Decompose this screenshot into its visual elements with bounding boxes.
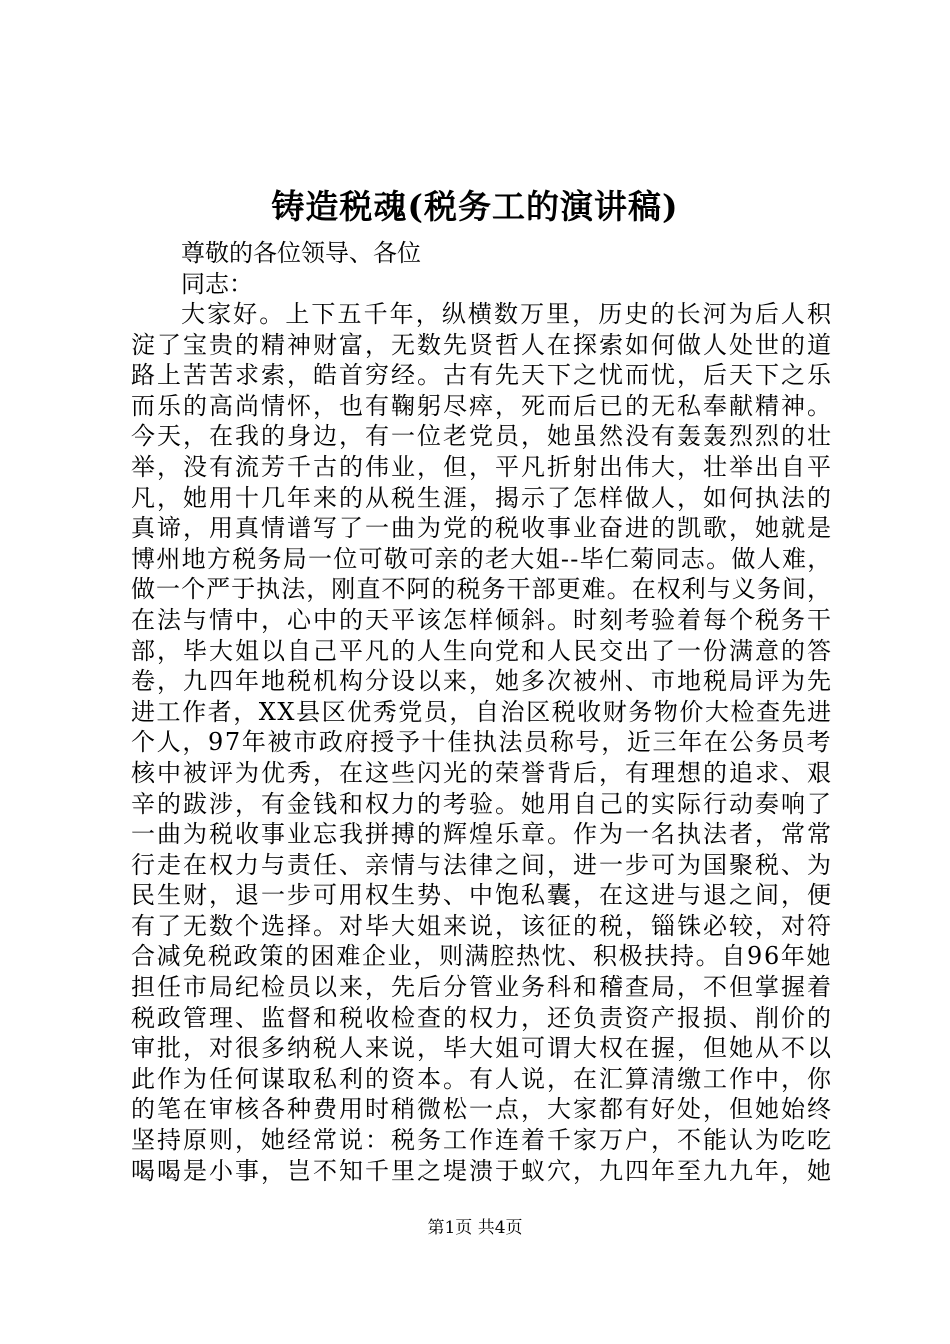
document-title: 铸造税魂(税务工的演讲稿) — [271, 187, 679, 226]
body-text — [131, 299, 834, 1186]
body-line: 辛的跋涉，有金钱和权力的考验。她用自己的实际行动奏响了 — [131, 789, 833, 818]
body-line: 民生财，退一步可用权生势、中饱私囊，在这进与退之间，便 — [131, 881, 833, 910]
body-line: 淀了宝贵的精神财富，无数先贤哲人在探索如何做人处世的道 — [131, 330, 833, 359]
salutation-line-2: 同志： — [181, 270, 253, 298]
body-line: 大家好。上下五千年，纵横数万里，历史的长河为后人积 — [181, 300, 834, 328]
body-line: 坚持原则，她经常说：税务工作连着千家万户，不能认为吃吃 — [131, 1126, 833, 1155]
body-line: 核中被评为优秀，在这些闪光的荣誉背后，有理想的追求、艰 — [131, 758, 833, 787]
body-line: 进工作者，XX县区优秀党员，自治区税收财务物价大检查先进 — [131, 697, 833, 726]
body-line: 部，毕大姐以自己平凡的人生向党和人民交出了一份满意的答 — [131, 636, 833, 665]
body-line: 税政管理、监督和税收检查的权力，还负责资产报损、削价的 — [131, 1003, 833, 1032]
body-line: 凡，她用十几年来的从税生涯，揭示了怎样做人，如何执法的 — [131, 483, 833, 512]
body-line: 喝喝是小事，岂不知千里之堤溃于蚁穴，九四年至九九年，她 — [131, 1156, 833, 1185]
body-line: 卷，九四年地税机构分设以来，她多次被州、市地税局评为先 — [131, 667, 833, 696]
body-line: 审批，对很多纳税人来说，毕大姐可谓大权在握，但她从不以 — [131, 1034, 833, 1063]
body-line: 担任市局纪检员以来，先后分管业务科和稽查局，不但掌握着 — [131, 973, 833, 1002]
body-line: 而乐的高尚情怀，也有鞠躬尽瘁，死而后已的无私奉献精神。 — [131, 391, 833, 420]
body-line: 真谛，用真情谱写了一曲为党的税收事业奋进的凯歌，她就是 — [131, 514, 833, 543]
body-line: 博州地方税务局一位可敬可亲的老大姐--毕仁菊同志。做人难， — [131, 544, 833, 573]
salutation-line-1: 尊敬的各位领导、各位 — [181, 239, 421, 267]
body-line: 举，没有流芳千古的伟业，但，平凡折射出伟大，壮举出自平 — [131, 452, 833, 481]
body-line: 行走在权力与责任、亲情与法律之间，进一步可为国聚税、为 — [131, 850, 833, 879]
body-line: 的笔在审核各种费用时稍微松一点，大家都有好处，但她始终 — [131, 1095, 833, 1124]
body-line: 个人，97年被市政府授予十佳执法员称号，近三年在公务员考 — [131, 728, 833, 757]
body-line: 今天，在我的身边，有一位老党员，她虽然没有轰轰烈烈的壮 — [131, 422, 833, 451]
body-line: 路上苦苦求索，皓首穷经。古有先天下之忧而忧，后天下之乐 — [131, 361, 833, 390]
body-line: 一曲为税收事业忘我拼搏的辉煌乐章。作为一名执法者，常常 — [131, 820, 833, 849]
page-footer: 第1页 共4页 — [427, 1218, 523, 1238]
body-line: 此作为任何谋取私利的资本。有人说，在汇算清缴工作中，你 — [131, 1064, 833, 1093]
body-line: 合减免税政策的困难企业，则满腔热忱、积极扶持。自96年她 — [131, 942, 833, 971]
body-line: 在法与情中，心中的天平该怎样倾斜。时刻考验着每个税务干 — [131, 605, 833, 634]
body-line: 有了无数个选择。对毕大姐来说，该征的税，锱铢必较，对符 — [131, 911, 833, 940]
body-line: 做一个严于执法，刚直不阿的税务干部更难。在权利与义务间， — [131, 575, 833, 604]
